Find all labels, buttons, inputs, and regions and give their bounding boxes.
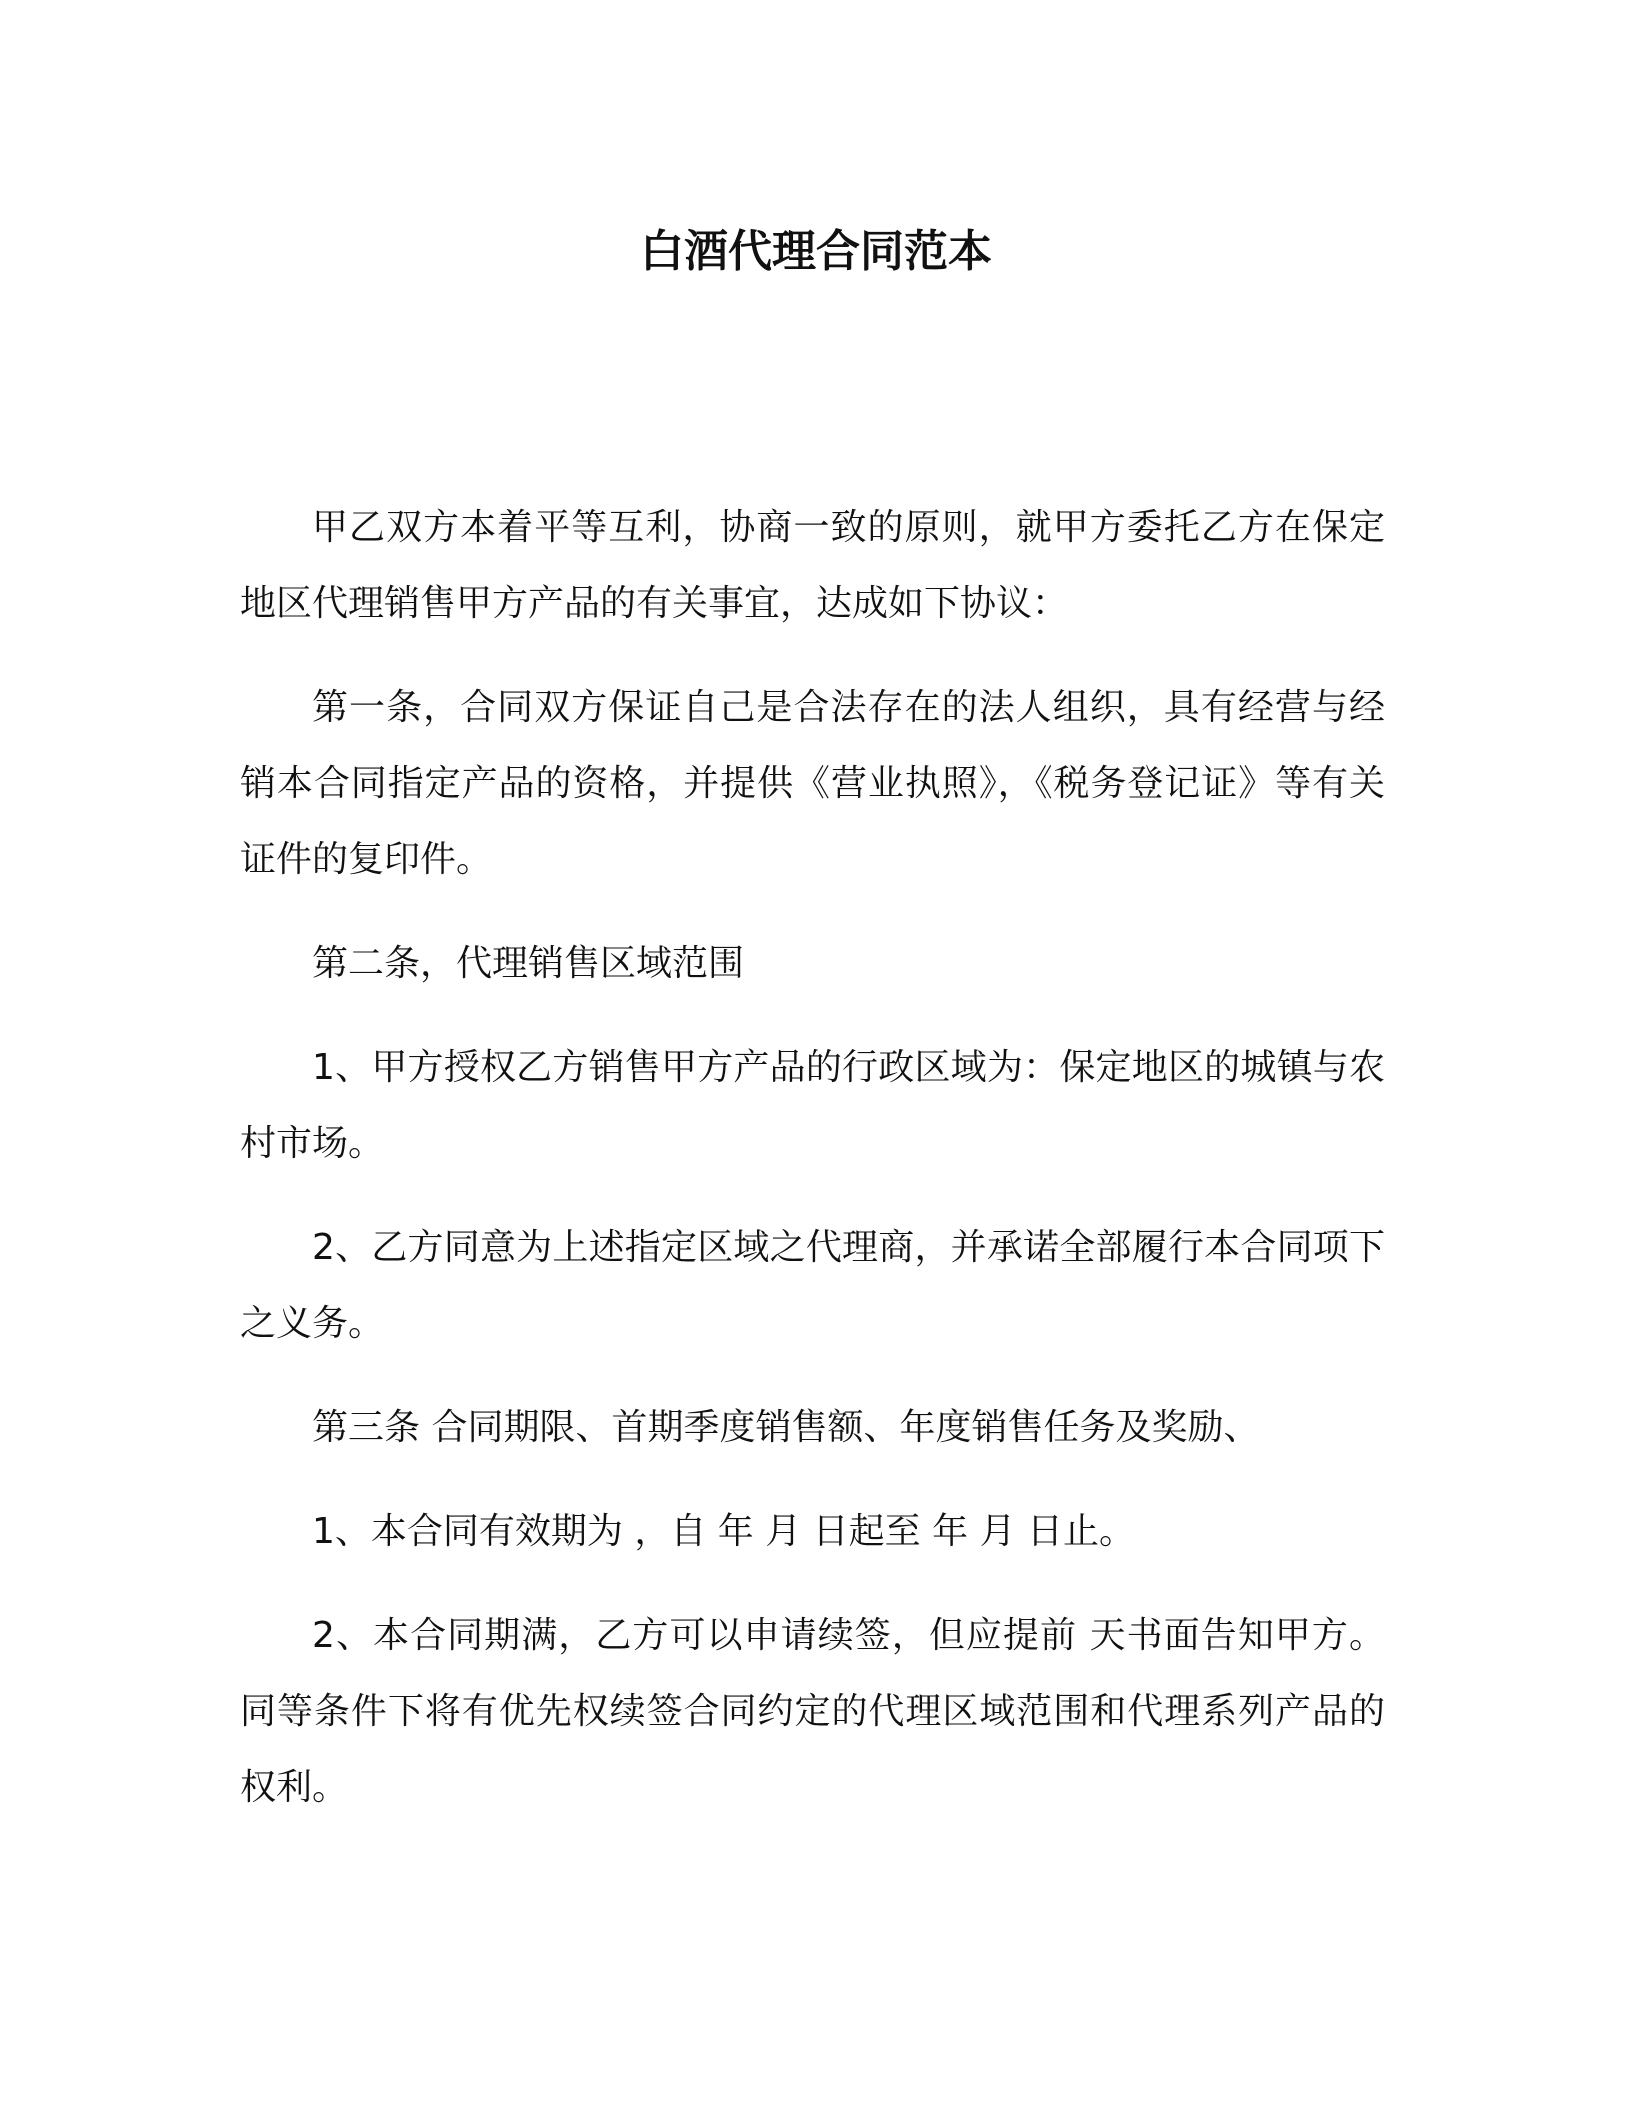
paragraph-article-1: 第一条，合同双方保证自己是合法存在的法人组织，具有经营与经销本合同指定产品的资格，并提供《营业执照》，《税务登记证》等有关证件的复印件。 <box>240 687 1385 880</box>
paragraph-article-3-item-2: 2、本合同期满，乙方可以申请续签，但应提前 天书面告知甲方。同等条件下将有优先权续签合同约定的代理区域范围和代理系列产品的权利。 <box>240 1615 1385 1808</box>
paragraph-article-3-item-1: 1、本合同有效期为 ，自 年 月 日起至 年 月 日止。 <box>312 1511 1136 1552</box>
paragraph-article-2-heading: 第二条，代理销售区域范围 <box>312 943 745 984</box>
paragraph-article-3-heading: 第三条 合同期限、首期季度销售额、年度销售任务及奖励、 <box>312 1407 1260 1448</box>
paragraph-article-2-item-2: 2、乙方同意为上述指定区域之代理商，并承诺全部履行本合同项下之义务。 <box>240 1227 1385 1344</box>
paragraph-preamble: 甲乙双方本着平等互利，协商一致的原则，就甲方委托乙方在保定地区代理销售甲方产品的有关事宜，达成如下协议： <box>240 507 1385 624</box>
document-title: 白酒代理合同范本 <box>640 226 992 277</box>
paragraph-article-2-item-1: 1、甲方授权乙方销售甲方产品的行政区域为：保定地区的城镇与农村市场。 <box>240 1047 1385 1164</box>
document-body <box>240 490 1385 1854</box>
